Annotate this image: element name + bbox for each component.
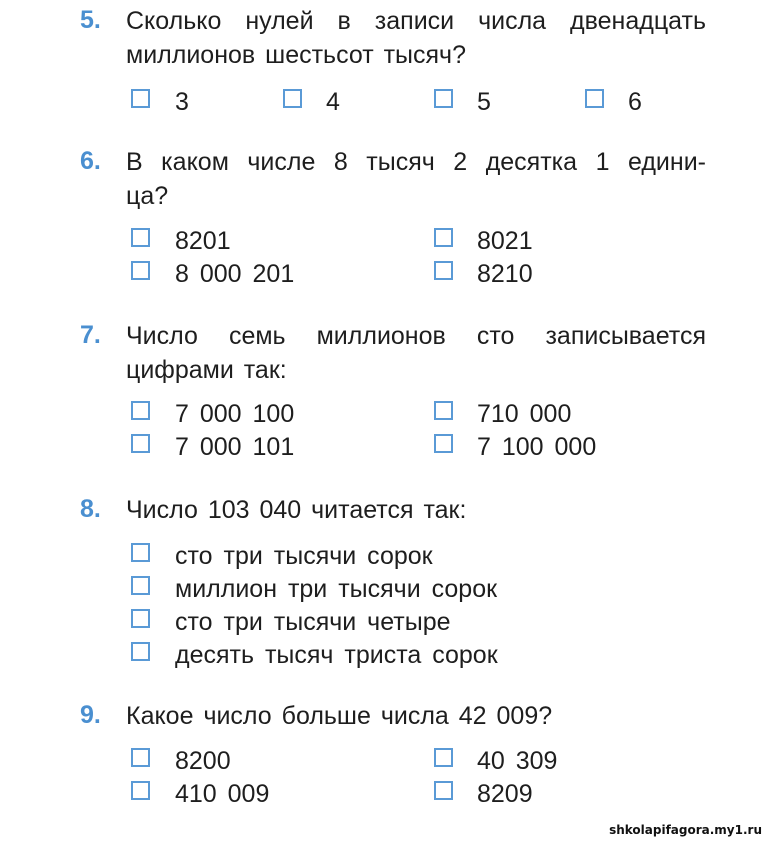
site-watermark: shkolapifagora.my1.ru xyxy=(609,823,762,837)
answer-option-label: 8209 xyxy=(477,780,533,808)
answer-checkbox[interactable] xyxy=(131,89,150,108)
question-line: Какое число больше числа 42 009? xyxy=(126,702,553,730)
answer-checkbox[interactable] xyxy=(131,401,150,420)
question-number: 9. xyxy=(80,701,101,729)
answer-option-label: 8 000 201 xyxy=(175,260,295,288)
question-number: 7. xyxy=(80,321,101,349)
question-text xyxy=(126,319,706,387)
answer-checkbox[interactable] xyxy=(434,228,453,247)
answer-checkbox[interactable] xyxy=(131,543,150,562)
answer-option-label: 4 xyxy=(326,88,340,116)
answer-checkbox[interactable] xyxy=(434,748,453,767)
question-text xyxy=(126,493,706,527)
answer-checkbox[interactable] xyxy=(131,434,150,453)
answer-option-label: 410 009 xyxy=(175,780,270,808)
answer-option-label: 7 100 000 xyxy=(477,433,597,461)
question-line: миллионов шестьсот тысяч? xyxy=(126,41,466,69)
question-number: 6. xyxy=(80,147,101,175)
answer-option-label: 7 000 101 xyxy=(175,433,295,461)
answer-option-label: 8021 xyxy=(477,227,533,255)
answer-checkbox[interactable] xyxy=(434,434,453,453)
answer-checkbox[interactable] xyxy=(434,261,453,280)
question-line: ца? xyxy=(126,182,169,210)
answer-checkbox[interactable] xyxy=(131,261,150,280)
question-number: 5. xyxy=(80,6,101,34)
answer-option-label: 710 000 xyxy=(477,400,572,428)
answer-option-label: 8210 xyxy=(477,260,533,288)
question-line: цифрами так: xyxy=(126,356,287,384)
answer-option-label: 3 xyxy=(175,88,189,116)
answer-checkbox[interactable] xyxy=(131,781,150,800)
answer-checkbox[interactable] xyxy=(131,642,150,661)
question-line: Сколько нулей в записи числа двенадцать xyxy=(126,7,706,35)
answer-checkbox[interactable] xyxy=(131,576,150,595)
answer-checkbox[interactable] xyxy=(131,228,150,247)
answer-checkbox[interactable] xyxy=(434,781,453,800)
question-line: В каком числе 8 тысяч 2 десятка 1 едини- xyxy=(126,148,706,176)
answer-option-label: миллион три тысячи сорок xyxy=(175,575,498,603)
answer-option-label: 40 309 xyxy=(477,747,558,775)
answer-option-label: 8200 xyxy=(175,747,231,775)
answer-option-label: 7 000 100 xyxy=(175,400,295,428)
question-text xyxy=(126,145,706,213)
question-number: 8. xyxy=(80,495,101,523)
answer-checkbox[interactable] xyxy=(585,89,604,108)
answer-option-label: сто три тысячи четыре xyxy=(175,608,451,636)
question-line: Число 103 040 читается так: xyxy=(126,496,467,524)
answer-checkbox[interactable] xyxy=(131,748,150,767)
answer-option-label: сто три тысячи сорок xyxy=(175,542,433,570)
answer-checkbox[interactable] xyxy=(131,609,150,628)
question-line: Число семь миллионов сто записывается xyxy=(126,322,706,350)
answer-checkbox[interactable] xyxy=(283,89,302,108)
answer-checkbox[interactable] xyxy=(434,401,453,420)
answer-option-label: 6 xyxy=(628,88,642,116)
question-text xyxy=(126,699,706,733)
answer-option-label: 5 xyxy=(477,88,491,116)
answer-checkbox[interactable] xyxy=(434,89,453,108)
answer-option-label: десять тысяч триста сорок xyxy=(175,641,498,669)
answer-option-label: 8201 xyxy=(175,227,231,255)
question-text xyxy=(126,4,706,72)
